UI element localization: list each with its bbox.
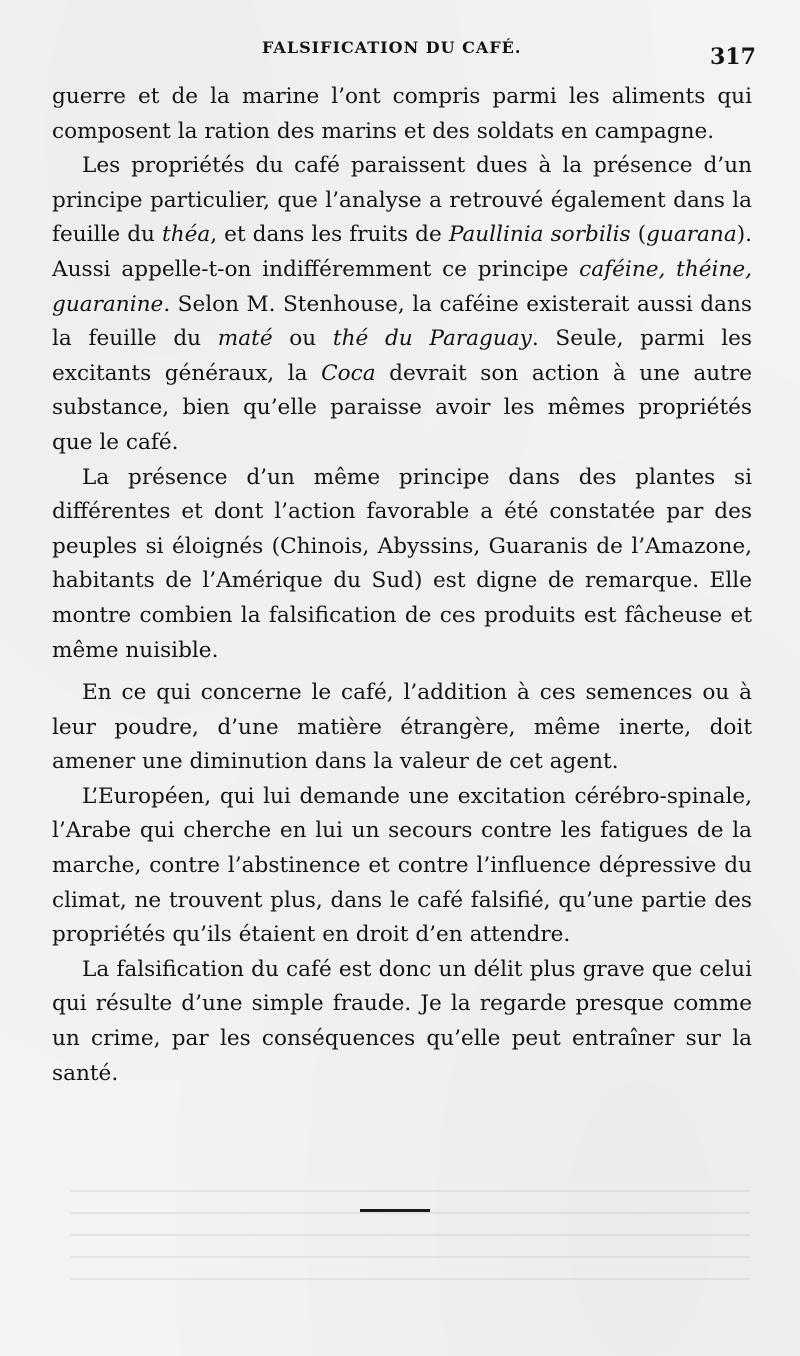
italic-cafeine: caféine, théine, guaranine xyxy=(52,256,752,317)
paragraph-caffeine-properties xyxy=(52,149,752,460)
running-title: FALSIFICATION DU CAFÉ. xyxy=(262,38,522,57)
text-run: ). Aussi appelle-t-on indifféremment ce principe xyxy=(52,222,753,282)
text-run: devrait son action à une autre substance, bien qu’elle paraisse avoir les mêmes propriétés que le café. xyxy=(52,360,752,455)
text-run: Les propriétés du café paraissent dues à la présence d’un principe particulier, que l’analyse a retrouvé également dans la feuille du xyxy=(52,153,752,248)
paragraph-continuation: guerre et de la marine l’ont compris parmi les aliments qui composent la ration des marins et des soldats en campagne. xyxy=(52,84,752,144)
body-text xyxy=(52,80,752,1091)
page-header xyxy=(0,38,800,74)
end-rule xyxy=(360,1209,430,1212)
italic-thea: théa xyxy=(162,222,211,248)
italic-paullinia: Paullinia sorbilis xyxy=(448,222,631,248)
page-number: 317 xyxy=(710,44,756,70)
italic-the-paraguay: thé du Paraguay xyxy=(332,326,532,352)
text-run: . Seule, parmi les excitants généraux, la xyxy=(52,326,753,386)
italic-mate: maté xyxy=(217,326,273,352)
paragraph-conclusion: La falsification du café est donc un délit plus grave que celui qui résulte d’une simple fraude. Je la regarde presque comme un crime, par les conséquences qu’elle peut entraîner sur la santé. xyxy=(52,956,752,1086)
paragraph-european-arab: L’Européen, qui lui demande une excitation cérébro-spinale, l’Arabe qui cherche en lui un secours contre les fatigues de la marche, contre l’abstinence et contre l’influence dépressive du climat, ne trouvent plus, dans le café falsifié, qu’une partie des propriétés qu’ils étaient en droit d’en attendre. xyxy=(52,783,752,948)
paragraph-addition: En ce qui concerne le café, l’addition à ces semences ou à leur poudre, d’une matière étrangère, même inerte, doit amener une diminution dans la valeur de cet agent. xyxy=(52,680,752,775)
text-run: ou xyxy=(272,326,333,352)
text-run: ( xyxy=(630,222,647,248)
paragraph-common-principle: La présence d’un même principe dans des plantes si différentes et dont l’action favorable a été constatée par des peuples si éloignés (Chinois, Abyssins, Guaranis de l’Amazone, habitants de l’Amérique du Sud) est digne de remarque. Elle montre combien la falsification de ces produits est fâcheuse et même nuisible. xyxy=(52,464,752,663)
text-run: , et dans les fruits de xyxy=(210,222,449,248)
italic-coca: Coca xyxy=(321,360,376,386)
text-run: . Selon M. Stenhouse, la caféine existerait aussi dans la feuille du xyxy=(52,291,752,352)
show-through-texture xyxy=(70,1170,750,1280)
italic-guarana: guarana xyxy=(646,222,737,248)
